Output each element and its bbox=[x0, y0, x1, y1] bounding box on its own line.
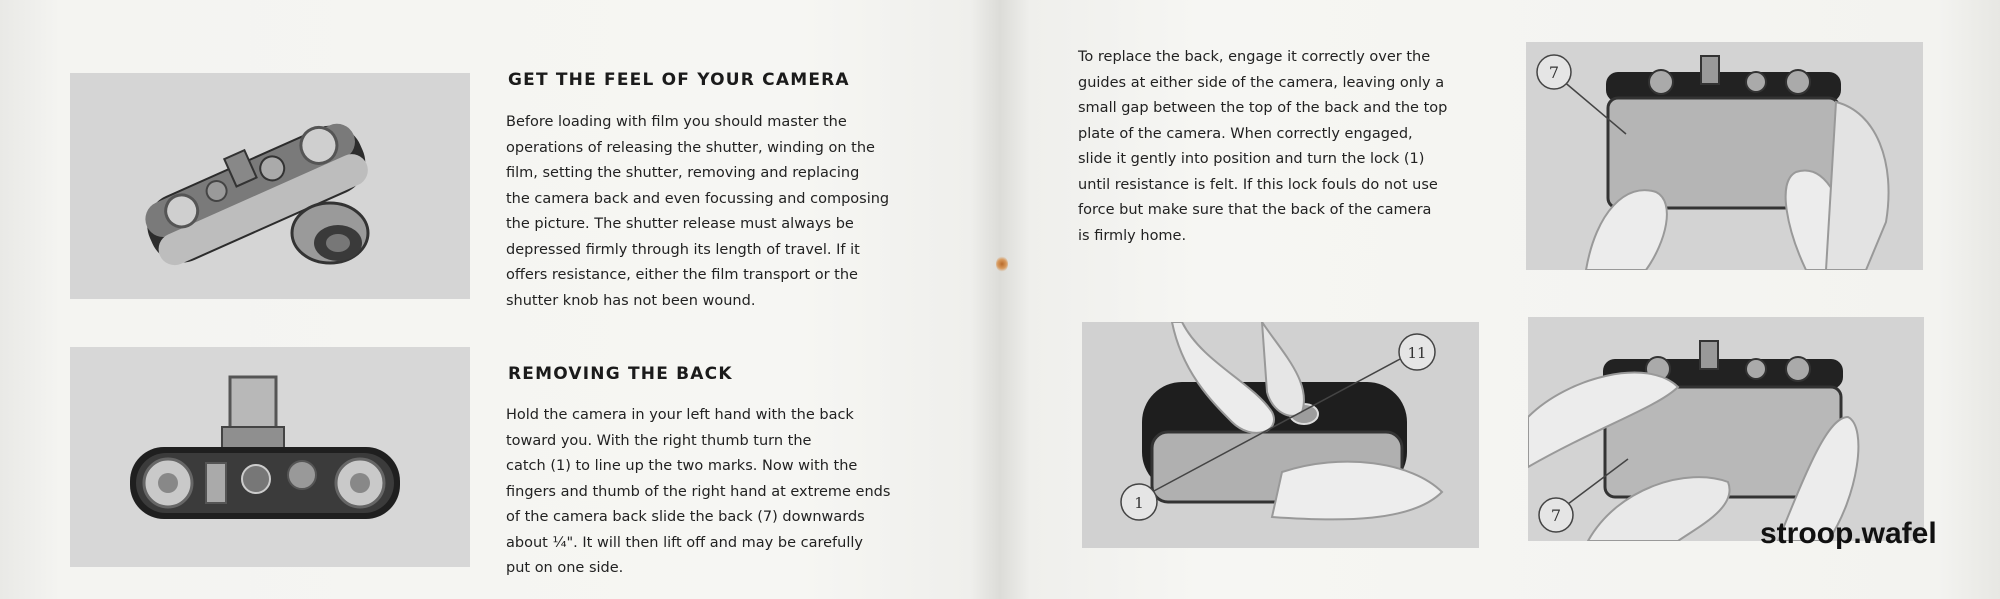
text-line: fingers and thumb of the right hand at extreme ends bbox=[506, 483, 891, 500]
photo-sliding-back bbox=[1528, 317, 1924, 541]
text-line: small gap between the top of the back and the top bbox=[1078, 100, 1448, 116]
camera-top-illustration bbox=[70, 73, 470, 299]
text-line: Before loading with film you should master the bbox=[506, 114, 847, 130]
photo-hands-camera-back bbox=[1526, 42, 1923, 270]
hands-camera-back-illustration bbox=[1526, 42, 1923, 270]
text-line: force but make sure that the back of the camera bbox=[1078, 202, 1432, 218]
callout-label: 7 bbox=[1550, 506, 1562, 525]
text-line: slide it gently into position and turn the lock (1) bbox=[1078, 151, 1425, 167]
text-line: is firmly home. bbox=[1078, 227, 1187, 244]
section-body-feel bbox=[506, 110, 889, 314]
photo-camera-top-view bbox=[70, 73, 470, 299]
text-line: depressed firmly through its length of travel. If it bbox=[506, 241, 860, 258]
text-line: of the camera back slide the back (7) downwards bbox=[506, 509, 865, 525]
text-line: operations of releasing the shutter, winding on the bbox=[506, 139, 875, 156]
text-line: the picture. The shutter release must always be bbox=[506, 216, 854, 232]
sliding-back-illustration bbox=[1528, 317, 1924, 541]
text-line: about ¼". It will then lift off and may be carefully bbox=[506, 534, 863, 551]
text-line: plate of the camera. When correctly engaged, bbox=[1078, 125, 1413, 142]
section-body-removing-back bbox=[506, 403, 890, 582]
text-line: until resistance is felt. If this lock fouls do not use bbox=[1078, 176, 1438, 193]
camera-front-illustration bbox=[70, 347, 470, 567]
replace-back-instructions bbox=[1078, 45, 1447, 249]
staple-rust-mark bbox=[996, 256, 1008, 272]
text-line: Hold the camera in your left hand with the back bbox=[506, 407, 854, 423]
turning-lock-illustration bbox=[1082, 322, 1479, 548]
callout-label: 1 bbox=[1134, 494, 1144, 512]
text-line: film, setting the shutter, removing and replacing bbox=[506, 165, 860, 181]
photo-camera-front-view bbox=[70, 347, 470, 567]
watermark: stroop.wafel bbox=[1760, 517, 1937, 550]
text-line: shutter knob has not been wound. bbox=[506, 292, 756, 309]
text-line: offers resistance, either the film transport or the bbox=[506, 267, 858, 283]
text-line: guides at either side of the camera, leaving only a bbox=[1078, 74, 1445, 91]
callout-label: 7 bbox=[1548, 63, 1560, 82]
callout-label: 11 bbox=[1407, 344, 1427, 362]
text-line: the camera back and even focussing and composing bbox=[506, 190, 890, 207]
section-heading-feel: GET THE FEEL OF YOUR CAMERA bbox=[508, 70, 850, 90]
text-line: To replace the back, engage it correctly over the bbox=[1078, 49, 1431, 65]
text-line: catch (1) to line up the two marks. Now with the bbox=[506, 458, 858, 474]
photo-turning-lock bbox=[1082, 322, 1479, 548]
text-line: put on one side. bbox=[506, 560, 624, 576]
text-line: toward you. With the right thumb turn the bbox=[506, 432, 812, 449]
section-heading-removing-back: REMOVING THE BACK bbox=[508, 364, 733, 384]
